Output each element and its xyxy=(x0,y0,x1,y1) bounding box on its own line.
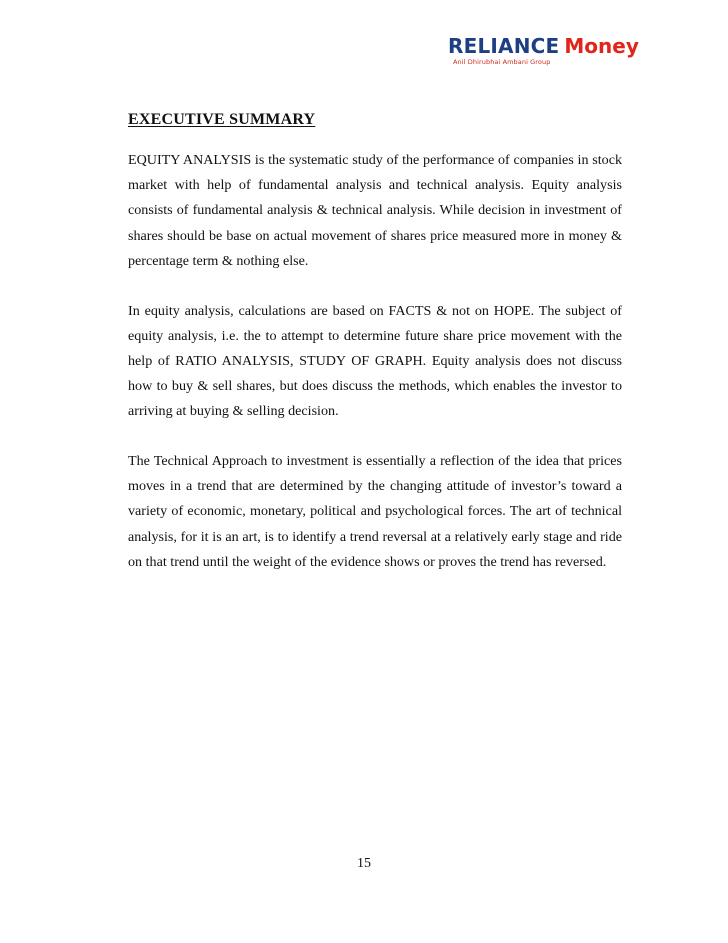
paragraph: EQUITY ANALYSIS is the systematic study of the performance of companies in stock market with help of fundamental analysis and technical analysis. Equity analysis consists of fundamental analysis & technical analysis. While decision in investment of shares should be base on actual movement of shares price measured more in money & percentage term & nothing else. xyxy=(128,152,622,269)
logo-product-text: Money xyxy=(564,34,639,58)
reliance-money-logo xyxy=(448,34,639,76)
paragraph: The Technical Approach to investment is essentially a reflection of the idea that prices moves in a trend that are determined by the changing attitude of investor’s toward a variety of economic, monetary, political and psychological forces. The art of technical analysis, for it is an art, is to identify a trend reversal at a relatively early stage and ride on that trend until the weight of the evidence shows or proves the trend has reversed. xyxy=(128,453,622,570)
section-body xyxy=(128,148,622,600)
logo-brand-text: RELIANCE xyxy=(448,34,560,58)
logo-tagline: Anil Dhirubhai Ambani Group xyxy=(453,58,551,66)
paragraph: In equity analysis, calculations are based on FACTS & not on HOPE. The subject of equity analysis, i.e. the to attempt to determine future share price movement with the help of RATIO ANALYSIS, STUDY OF GRAPH. Equity analysis does not discuss how to buy & sell shares, but does discuss the methods, which enables the investor to arriving at buying & selling decision. xyxy=(128,302,622,420)
section-title: EXECUTIVE SUMMARY xyxy=(128,111,316,128)
logo-wordmark xyxy=(448,34,639,58)
page-number: 15 xyxy=(357,856,371,871)
